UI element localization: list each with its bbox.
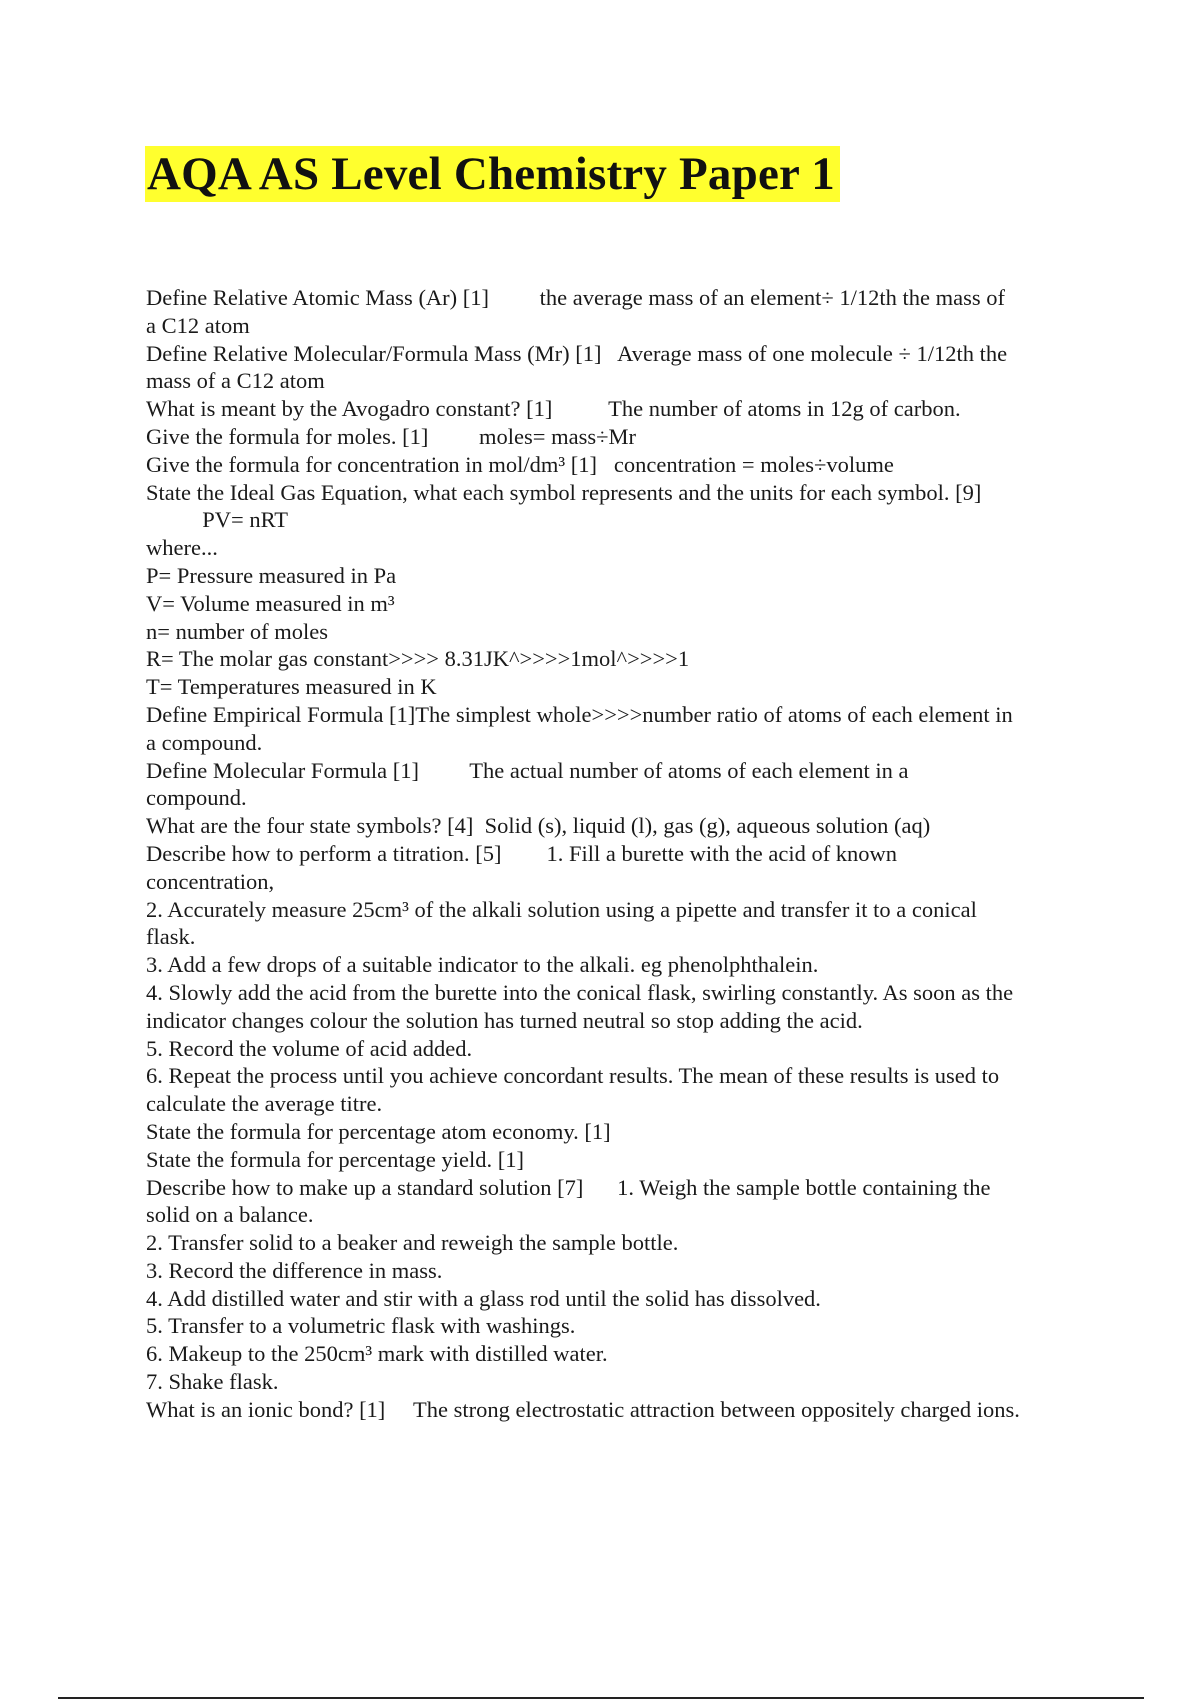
document-line: 6. Repeat the process until you achieve concordant results. The mean of these results is used to — [146, 1063, 1000, 1089]
document-line: State the Ideal Gas Equation, what each symbol represents and the units for each symbol. [9] — [146, 479, 982, 505]
document-line: solid on a balance. — [146, 1202, 314, 1228]
document-line: Define Relative Atomic Mass (Ar) [1] the average mass of an element÷ 1/12th the mass of — [146, 285, 1005, 310]
document-line: Give the formula for moles. [1] moles= mass÷Mr — [146, 423, 636, 449]
document-line: a C12 atom — [146, 312, 250, 338]
document-line: State the formula for percentage yield. [1] — [146, 1146, 524, 1172]
document-body — [146, 284, 1096, 1424]
document-line: 3. Record the difference in mass. — [146, 1257, 443, 1283]
document-line: Define Molecular Formula [1] The actual number of atoms of each element in a — [146, 757, 909, 783]
document-line: 5. Transfer to a volumetric flask with washings. — [146, 1313, 576, 1339]
document-line: indicator changes colour the solution has turned neutral so stop adding the acid. — [146, 1007, 863, 1033]
document-line: R= The molar gas constant>>>> 8.31JK^>>>>1mol^>>>>1 — [146, 646, 690, 672]
document-line: T= Temperatures measured in K — [146, 674, 437, 700]
document-line: concentration, — [146, 868, 275, 894]
document-title: AQA AS Level Chemistry Paper 1 — [145, 146, 840, 202]
document-line: State the formula for percentage atom economy. [1] — [146, 1118, 611, 1144]
document-line: 4. Slowly add the acid from the burette into the conical flask, swirling constantly. As soon as the — [146, 979, 1014, 1005]
document-line: compound. — [146, 785, 247, 811]
document-line: where... — [146, 535, 218, 561]
document-line: 2. Transfer solid to a beaker and reweigh the sample bottle. — [146, 1230, 679, 1256]
document-line: 4. Add distilled water and stir with a glass rod until the solid has dissolved. — [146, 1285, 821, 1311]
document-line: 7. Shake flask. — [146, 1369, 279, 1395]
document-line: Give the formula for concentration in mol/dm³ [1] concentration = moles÷volume — [146, 451, 894, 477]
document-line: P= Pressure measured in Pa — [146, 562, 397, 588]
document-line: Describe how to make up a standard solution [7] 1. Weigh the sample bottle containing the — [146, 1174, 991, 1200]
document-line: 3. Add a few drops of a suitable indicator to the alkali. eg phenolphthalein. — [146, 952, 819, 978]
document-line: Define Relative Molecular/Formula Mass (Mr) [1] Average mass of one molecule ÷ 1/12th the — [146, 340, 1008, 366]
document-line: PV= nRT — [146, 507, 288, 533]
document-line: What is an ionic bond? [1] The strong electrostatic attraction between oppositely charged ions. — [146, 1396, 1020, 1422]
document-line: mass of a C12 atom — [146, 368, 325, 394]
document-line: a compound. — [146, 729, 263, 755]
document-line: 6. Makeup to the 250cm³ mark with distilled water. — [146, 1341, 608, 1367]
document-line: What is meant by the Avogadro constant? [1] The number of atoms in 12g of carbon. — [146, 396, 961, 422]
document-line: 2. Accurately measure 25cm³ of the alkali solution using a pipette and transfer it to a conical — [146, 896, 977, 922]
document-line: n= number of moles — [146, 618, 329, 644]
document-line: Define Empirical Formula [1]The simplest whole>>>>number ratio of atoms of each element in — [146, 701, 1013, 727]
document-line: Describe how to perform a titration. [5] 1. Fill a burette with the acid of known — [146, 840, 898, 866]
document-line: V= Volume measured in m³ — [146, 590, 395, 616]
footer-rule — [58, 1697, 1144, 1699]
document-line: calculate the average titre. — [146, 1091, 383, 1117]
document-line: 5. Record the volume of acid added. — [146, 1035, 473, 1061]
document-line: flask. — [146, 924, 196, 950]
document-line: What are the four state symbols? [4] Solid (s), liquid (l), gas (g), aqueous solution (aq) — [146, 813, 931, 839]
title-wrap — [145, 146, 840, 202]
